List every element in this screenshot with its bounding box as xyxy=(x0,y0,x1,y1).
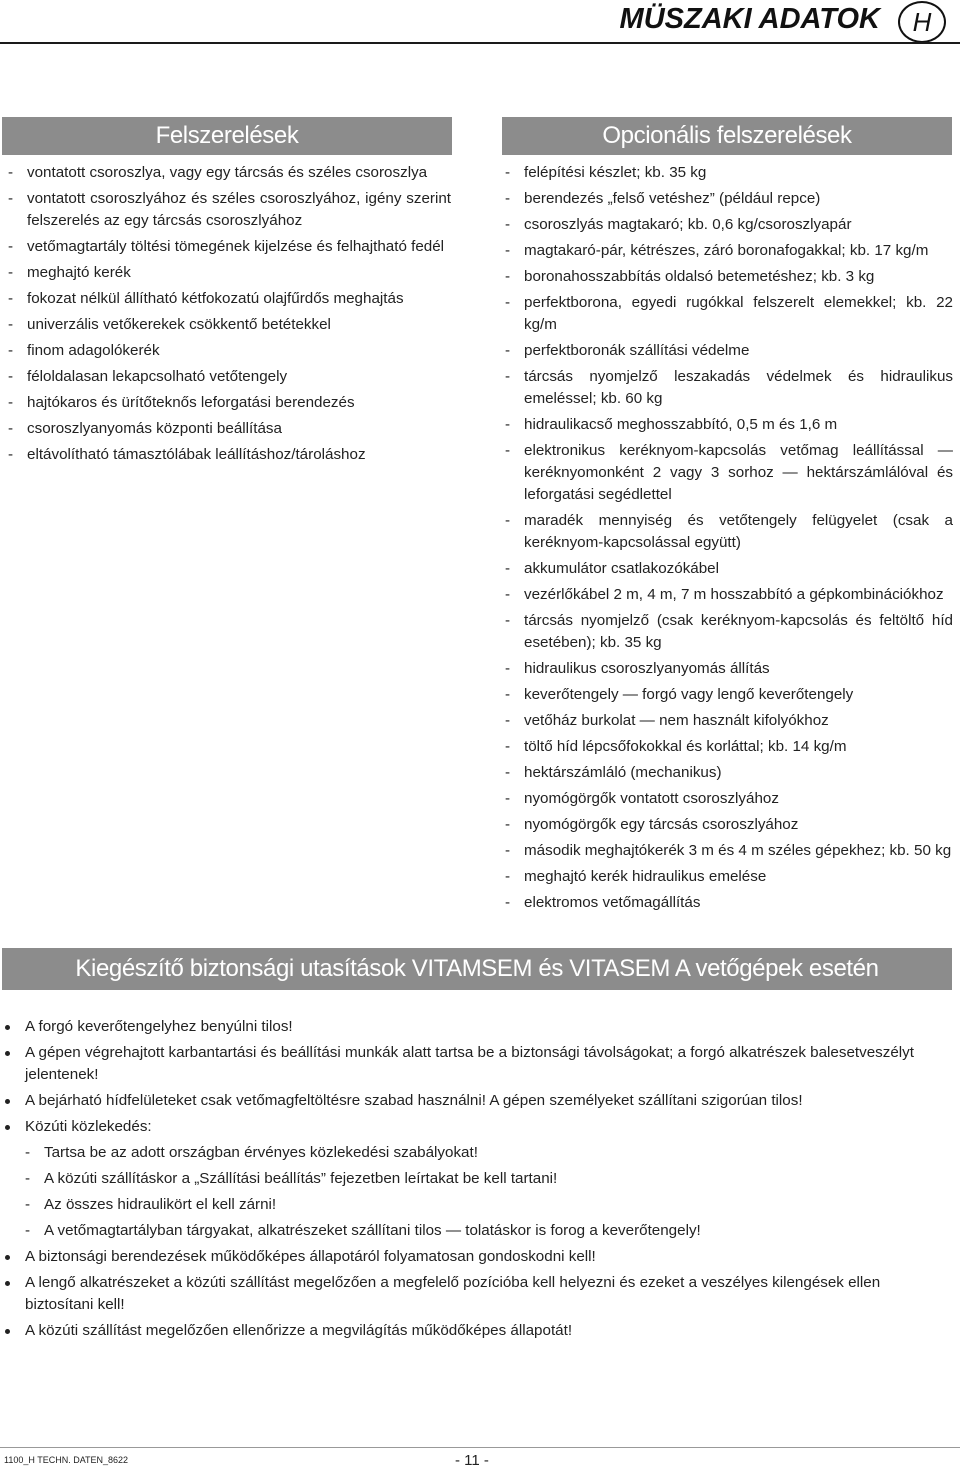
list-item: - meghajtó kerék hidraulikus emelése xyxy=(503,866,953,888)
safety-item: A forgó keverőtengelyhez benyúlni tilos! xyxy=(2,1016,952,1038)
section-title-equipment: Felszerelések xyxy=(2,117,452,155)
list-item: - eltávolítható támasztólábak leállításhoz/tároláshoz xyxy=(6,444,451,466)
list-item: - tárcsás nyomjelző leszakadás védelmek és hidraulikus emeléssel; kb. 60 kg xyxy=(503,366,953,410)
safety-subitem: - A közúti szállításkor a „Szállítási beállítás” fejezetben leírtakat be kell tartani! xyxy=(2,1168,952,1190)
list-item: - perfektboronák szállítási védelme xyxy=(503,340,953,362)
section-title-safety: Kiegészítő biztonsági utasítások VITAMSEM és VITASEM A vetőgépek esetén xyxy=(2,948,952,990)
list-item: - finom adagolókerék xyxy=(6,340,451,362)
page-number: - 11 - xyxy=(455,1452,489,1469)
footer-divider xyxy=(0,1447,960,1448)
equipment-list xyxy=(6,162,451,470)
list-item: - perfektborona, egyedi rugókkal felszerelt elemekkel; kb. 22 kg/m xyxy=(503,292,953,336)
safety-subitem: - A vetőmagtartályban tárgyakat, alkatrészeket szállítani tilos — tolatáskor is forog a keverőtengely! xyxy=(2,1220,952,1242)
safety-subitem: - Tartsa be az adott országban érvényes közlekedési szabályokat! xyxy=(2,1142,952,1164)
page-title: MÜSZAKI ADATOK xyxy=(619,3,880,35)
list-item: - berendezés „felső vetéshez” (például repce) xyxy=(503,188,953,210)
list-item: - nyomógörgők vontatott csoroszlyához xyxy=(503,788,953,810)
list-item: - csoroszlyás magtakaró; kb. 0,6 kg/csoroszlyapár xyxy=(503,214,953,236)
list-item: - töltő híd lépcsőfokokkal és korláttal; kb. 14 kg/m xyxy=(503,736,953,758)
safety-item: A gépen végrehajtott karbantartási és beállítási munkák alatt tartsa be a biztonsági távolságokat; a forgó alkatrészek balesetveszélyt jelentenek! xyxy=(2,1042,952,1086)
safety-item: A közúti szállítást megelőzően ellenőrizze a megvilágítás működőképes állapotát! xyxy=(2,1320,952,1342)
safety-instructions-list xyxy=(0,1016,960,1346)
optional-equipment-list xyxy=(503,162,953,918)
list-item: - csoroszlyanyomás központi beállítása xyxy=(6,418,451,440)
list-item: - nyomógörgők egy tárcsás csoroszlyához xyxy=(503,814,953,836)
list-item: - univerzális vetőkerekek csökkentő betétekkel xyxy=(6,314,451,336)
safety-item: A biztonsági berendezések működőképes állapotáról folyamatosan gondoskodni kell! xyxy=(2,1246,952,1268)
list-item: - vetőház burkolat — nem használt kifolyókhoz xyxy=(503,710,953,732)
document-code: 1100_H TECHN. DATEN_8622 xyxy=(4,1455,129,1465)
list-item: - hajtókaros és ürítőteknős leforgatási berendezés xyxy=(6,392,451,414)
list-item: - hektárszámláló (mechanikus) xyxy=(503,762,953,784)
list-item: - magtakaró-pár, kétrészes, záró boronafogakkal; kb. 17 kg/m xyxy=(503,240,953,262)
safety-item: A lengő alkatrészeket a közúti szállítást megelőzően a megfelelő pozícióba kell helyezni és ezeket a veszélyes kilengések ellen biztosítani kell! xyxy=(2,1272,952,1316)
list-item: - maradék mennyiség és vetőtengely felügyelet (csak a keréknyom-kapcsolással együtt) xyxy=(503,510,953,554)
safety-item: A bejárható hídfelületeket csak vetőmagfeltöltésre szabad használni! A gépen személyeket szállítani szigorúan tilos! xyxy=(2,1090,952,1112)
safety-subitem: - Az összes hidraulikört el kell zárni! xyxy=(2,1194,952,1216)
list-item: - tárcsás nyomjelző (csak keréknyom-kapcsolás és feltöltő híd esetében); kb. 35 kg xyxy=(503,610,953,654)
list-item: - vezérlőkábel 2 m, 4 m, 7 m hosszabbító a gépkombinációkhoz xyxy=(503,584,953,606)
list-item: - vetőmagtartály töltési tömegének kijelzése és felhajtható fedél xyxy=(6,236,451,258)
section-title-optional: Opcionális felszerelések xyxy=(502,117,952,155)
list-item: - keverőtengely — forgó vagy lengő keverőtengely xyxy=(503,684,953,706)
list-item: - hidraulikus csoroszlyanyomás állítás xyxy=(503,658,953,680)
list-item: - boronahosszabbítás oldalsó betemetéshez; kb. 3 kg xyxy=(503,266,953,288)
list-item: - hidraulikacső meghosszabbító, 0,5 m és 1,6 m xyxy=(503,414,953,436)
list-item: - felépítési készlet; kb. 35 kg xyxy=(503,162,953,184)
language-badge: H xyxy=(898,1,946,43)
list-item: - féloldalasan lekapcsolható vetőtengely xyxy=(6,366,451,388)
list-item: - második meghajtókerék 3 m és 4 m széles gépekhez; kb. 50 kg xyxy=(503,840,953,862)
list-item: - akkumulátor csatlakozókábel xyxy=(503,558,953,580)
list-item: - fokozat nélkül állítható kétfokozatú olajfűrdős meghajtás xyxy=(6,288,451,310)
list-item: - vontatott csoroszlya, vagy egy tárcsás és széles csoroszlya xyxy=(6,162,451,184)
list-item: - elektromos vetőmagállítás xyxy=(503,892,953,914)
safety-item: Közúti közlekedés: xyxy=(2,1116,952,1138)
header-divider xyxy=(0,42,960,44)
list-item: - elektronikus keréknyom-kapcsolás vetőmag leállítással — keréknyomonként 2 vagy 3 sorhoz — hektárszámlálóval és leforgatási segédlettel xyxy=(503,440,953,506)
list-item: - vontatott csoroszlyához és széles csoroszlyához, igény szerint felszerelés az egy tárcsás csoroszlyához xyxy=(6,188,451,232)
list-item: - meghajtó kerék xyxy=(6,262,451,284)
